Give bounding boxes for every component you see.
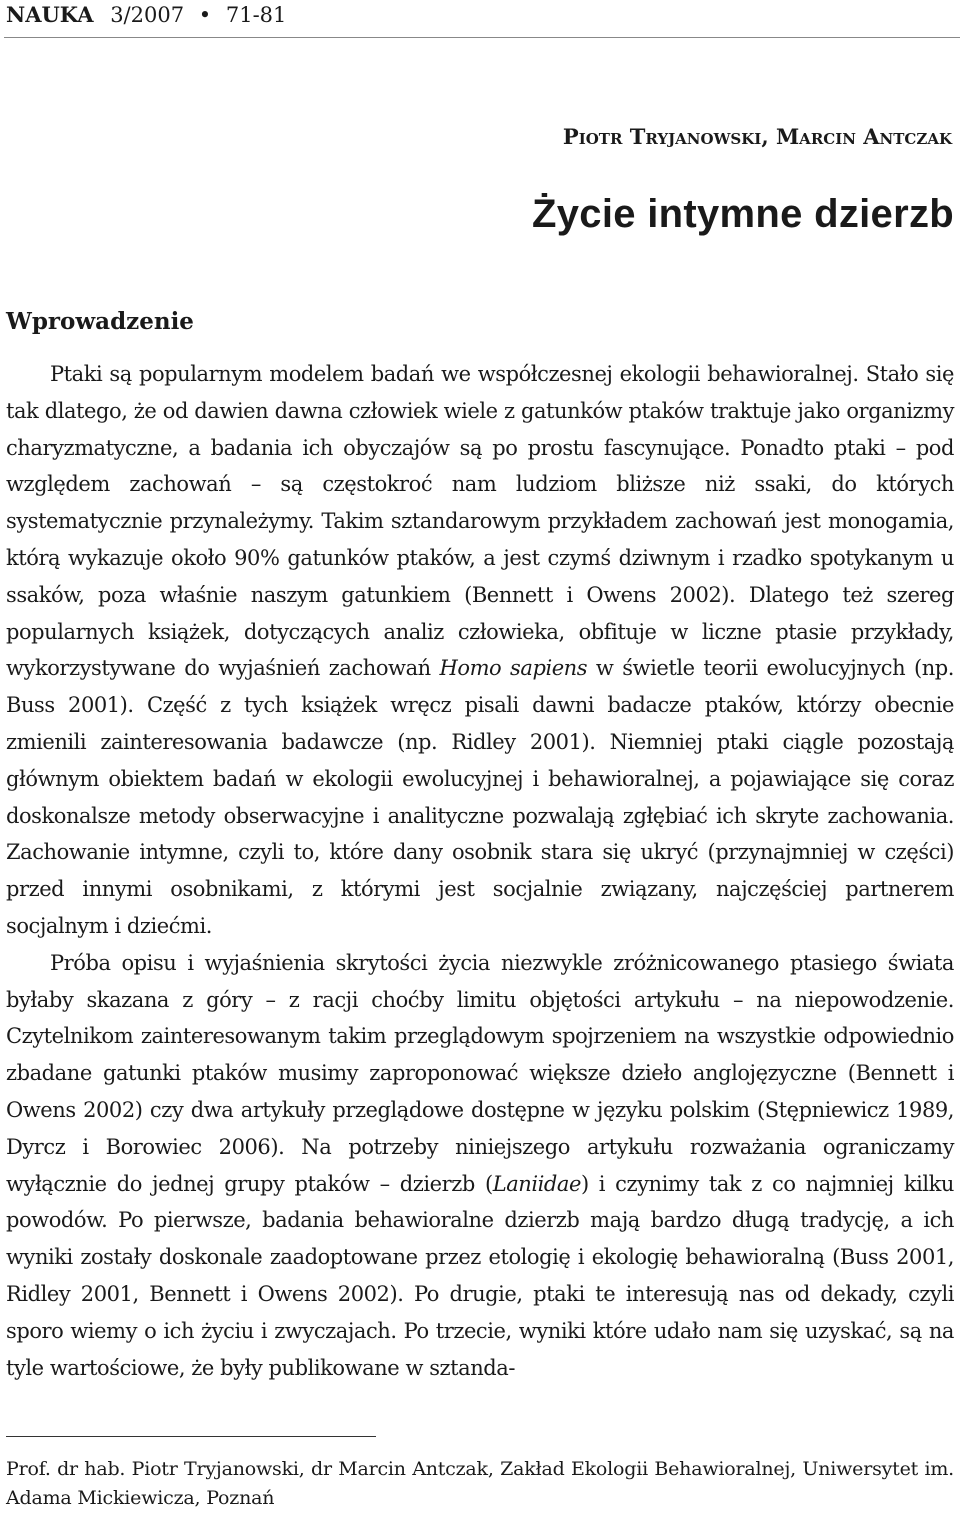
family-name: Laniidae (492, 1171, 581, 1196)
running-header (6, 2, 286, 28)
paragraph-text: ) i czynimy tak z co najmniej kilku powodów. Po pierwsze, badania behawioralne dzierzb mają bardzo długą tradycję, a ich wyniki zostały doskonale zaadoptowane przez etologię i ekologię behawioralną (Buss 2001, Ridley 2001, Bennett i Owens 2002). Po drugie, ptaki te interesują nas od dekady, czyli sporo wiemy o ich życiu i zwyczajach. Po trzecie, wyniki które udało nam się uzyskać, są na tyle wartościowe, że były publikowane w sztanda- (6, 1171, 954, 1380)
body-paragraph (6, 945, 954, 1387)
species-name: Homo sapiens (439, 656, 588, 681)
paragraph-text: w świetle teorii ewolucyjnych (np. Buss 2001). Część z tych książek wręcz pisali dawni badacze ptaków, którzy obecnie zmienili zainteresowania badawcze (np. Ridley 2001). Niemniej ptaki ciągle pozostają głównym obiektem badań w ekologii ewolucyjnej i behawioralnej, a pojawiające się coraz doskonalsze metody obserwacyjne i analityczne pozwalają zgłębiać ich skryte zachowania. Zachowanie intymne, czyli to, które dany osobnik stara się ukryć (przynajmniej w części) przed innymi osobnikami, z którymi jest socjalnie związany, najczęściej partnerem socjalnym i dziećmi. (6, 656, 954, 938)
author-affiliation-footnote (6, 1455, 954, 1513)
header-bullet: • (198, 3, 212, 27)
paragraph-text: Próba opisu i wyjaśnienia skrytości życia niezwykle zróżnicowanego ptasiego świata byłaby skazana z góry – z racji choćby limitu objętości artykułu – na niepowodzenie. Czytelnikom zainteresowanym takim przeglądowym spojrzeniem na wszystkie odpowiednio zbadane gatunki ptaków musimy zaproponować większe dzieło anglojęzyczne (Bennett i Owens 2002) czy dwa artykuły przeglądowe dostępne w języku polskim (Stępniewicz 1989, Dyrcz i Borowiec 2006). Na potrzeby niniejszego artykułu rozważania ograniczamy wyłącznie do jednej grupy ptaków – dzierzb ( (6, 950, 954, 1196)
footnote-divider (6, 1436, 376, 1437)
article-body (6, 356, 954, 1386)
paragraph-text: Ptaki są popularnym modelem badań we współczesnej ekologii behawioralnej. Stało się tak dlatego, że od dawien dawna człowiek wiele z gatunków ptaków traktuje jako organizmy charyzmatyczne, a badania ich obyczajów są po prostu fascynujące. Ponadto ptaki – pod względem zachowań – są częstokroć nam ludziom bliższe niż ssaki, do których systematycznie przynależymy. Takim sztandarowym przykładem zachowań jest monogamia, którą wykazuje około 90% gatunków ptaków, a jest czymś dziwnym i rzadko spotykanym u ssaków, poza właśnie naszym gatunkiem (Bennett i Owens 2002). Dlatego też szereg popularnych książek, dotyczących analiz człowieka, obfituje w liczne ptasie przykłady, wykorzystywane do wyjaśnień zachowań (6, 362, 954, 681)
journal-issue: 3/2007 (110, 3, 185, 27)
page-range: 71-81 (225, 3, 287, 27)
article-authors: Piotr Tryjanowski, Marcin Antczak (562, 124, 952, 149)
journal-name: NAUKA (6, 2, 94, 27)
article-title: Życie intymne dzierzb (532, 192, 954, 236)
section-heading: Wprowadzenie (6, 308, 194, 335)
body-paragraph (6, 356, 954, 945)
header-divider (4, 37, 960, 38)
footnote-text: Prof. dr hab. Piotr Tryjanowski, dr Marcin Antczak, Zakład Ekologii Behawioralnej, Uniwersytet im. Adama Mickiewicza, Poznań (6, 1458, 954, 1509)
